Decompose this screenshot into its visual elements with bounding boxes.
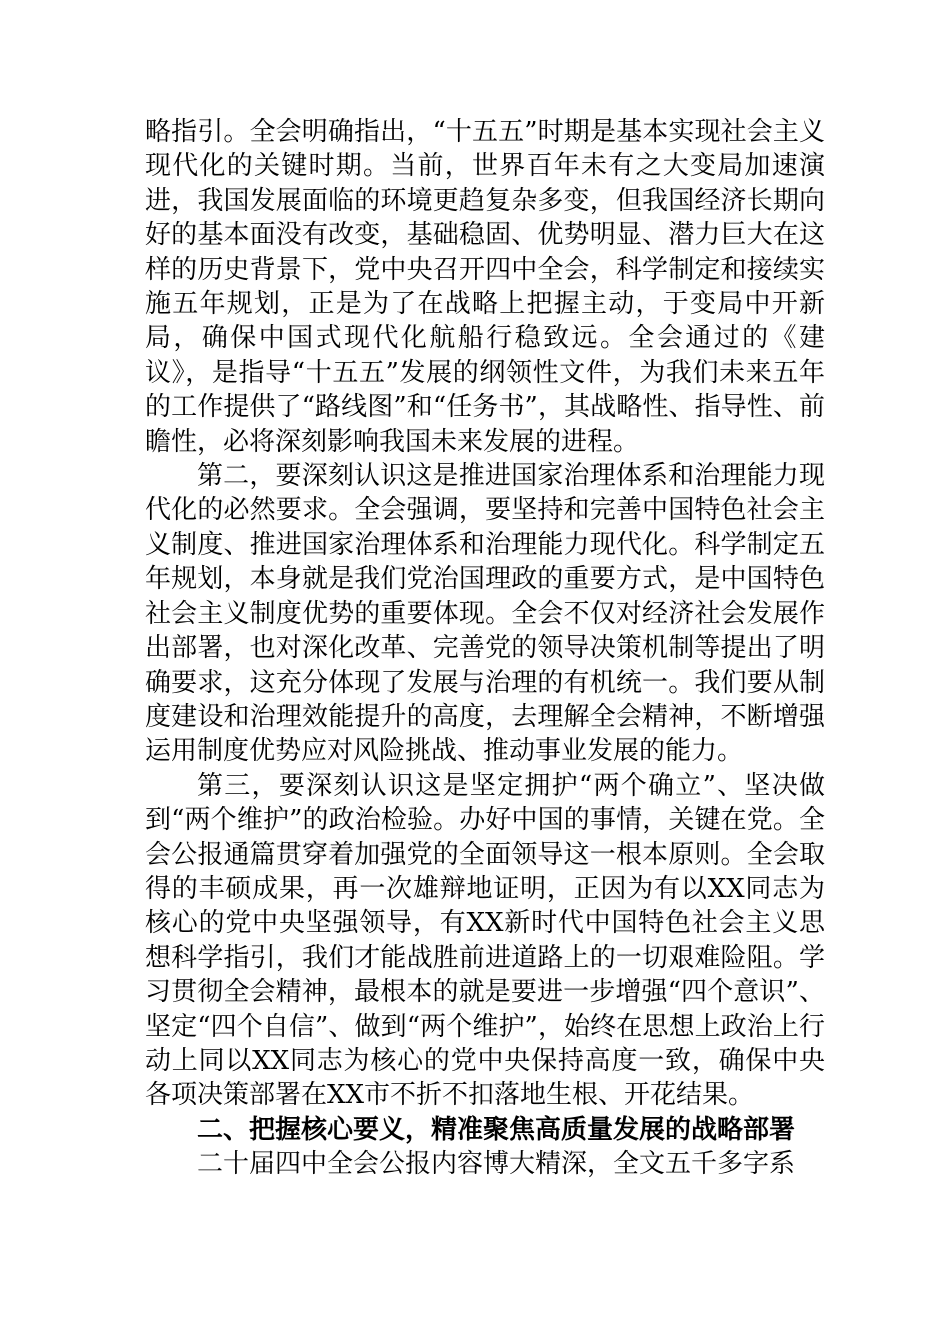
paragraph-second-point: 第二，要深刻认识这是推进国家治理体系和治理能力现代化的必然要求。全会强调，要坚持和完善中国特色社会主义制度、推进国家治理体系和治理能力现代化。科学制定五年规划，本身就是我们党治国理政的重要方式，是中国特色社会主义制度优势的重要体现。全会不仅对经济社会发展作出部署，也对深化改革、完善党的领导决策机制等提出了明确要求，这充分体现了发展与治理的有机统一。我们要从制度建设和治理效能提升的高度，去理解全会精神，不断增强运用制度优势应对风险挑战、推动事业发展的能力。 bbox=[145, 461, 825, 767]
paragraph-continuation: 略指引。全会明确指出，“十五五”时期是基本实现社会主义现代化的关键时期。当前，世界百年未有之大变局加速演进，我国发展面临的环境更趋复杂多变，但我国经济长期向好的基本面没有改变，基础稳固、优势明显、潜力巨大在这样的历史背景下，党中央召开四中全会，科学制定和接续实施五年规划，正是为了在战略上把握主动，于变局中开新局，确保中国式现代化航船行稳致远。全会通过的《建议》，是指导“十五五”发展的纲领性文件，为我们未来五年的工作提供了“路线图”和“任务书”，其战略性、指导性、前瞻性，必将深刻影响我国未来发展的进程。 bbox=[145, 117, 825, 457]
paragraph-section-intro: 二十届四中全会公报内容博大精深，全文五千多字系 bbox=[197, 1149, 796, 1180]
section-heading: 二、把握核心要义，精准聚焦高质量发展的战略部署 bbox=[197, 1114, 796, 1145]
paragraph-third-point: 第三，要深刻认识这是坚定拥护“两个确立”、坚决做到“两个维护”的政治检验。办好中国的事情，关键在党。全会公报通篇贯穿着加强党的全面领导这一根本原则。全会取得的丰硕成果，再一次雄辩地证明，正因为有以XX同志为核心的党中央坚强领导，有XX新时代中国特色社会主义思想科学指引，我们才能战胜前进道路上的一切艰难险阻。学习贯彻全会精神，最根本的就是要进一步增强“四个意识”、坚定“四个自信”、做到“两个维护”，始终在思想上政治上行动上同以XX同志为核心的党中央保持高度一致，确保中央各项决策部署在XX市不折不扣落地生根、开花结果。 bbox=[145, 770, 825, 1111]
document-body bbox=[145, 115, 825, 1182]
